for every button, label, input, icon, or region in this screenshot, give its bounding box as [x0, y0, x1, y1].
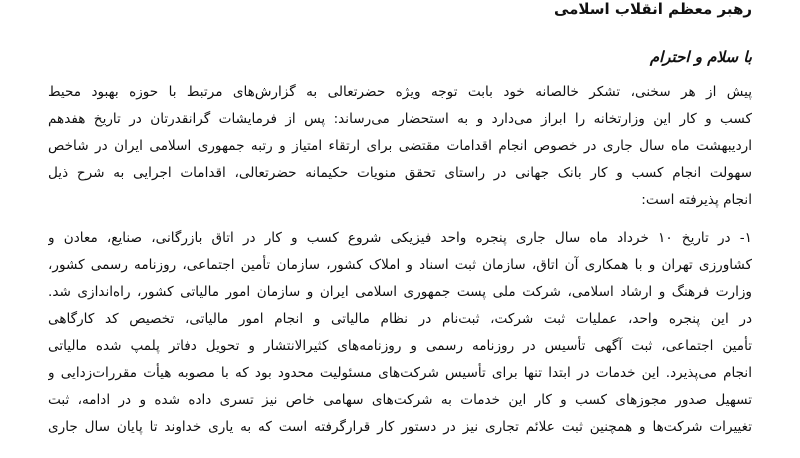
paragraph1-line: اردیبهشت ماه سال جاری در خصوص انجام اقدامات مقتضی برای ارتقاء امتیاز و رتبه جمهوری اسلامی ایران در شاخص: [48, 138, 752, 154]
paragraph2-line: تغییرات شرکت‌ها و همچنین ثبت علائم تجاری نیز در دستور کار قرارگرفته است که به یاری خداوند تا پایان سال جاری: [48, 419, 752, 435]
paragraph2-line: وزارت فرهنگ و ارشاد اسلامی، شرکت ملی پست جمهوری اسلامی ایران و سازمان امور مالیاتی کشور، راه‌اندازی شد.: [48, 284, 752, 300]
paragraph2-line: تأمین اجتماعی، ثبت آگهی تأسیس در روزنامه رسمی و روزنامه‌های کثیرالانتشار و تحویل دفاتر پلمپ شده مالیاتی: [48, 338, 752, 354]
paragraph1-line: کسب و کار این وزارتخانه را ابراز می‌دارد و به استحضار می‌رساند: پس از فرمایشات گرانقدرتان در تاریخ هفدهم: [48, 111, 752, 127]
salutation: با سلام و احترام: [649, 48, 752, 66]
paragraph2-line: ۱- در تاریخ ۱۰ خرداد ماه سال جاری پنجره واحد فیزیکی شروع کسب و کار در اتاق بازرگانی، صنایع، معادن و: [48, 230, 752, 246]
recipient-heading: رهبر معظم انقلاب اسلامی: [553, 0, 752, 18]
paragraph2-line: کشاورزی تهران و با همکاری آن اتاق، سازمان ثبت اسناد و املاک کشور، سازمان تأمین اجتماعی، روزنامه رسمی کشور،: [48, 257, 752, 273]
paragraph2-line: انجام می‌پذیرد. این خدمات در ابتدا تنها برای تأسیس شرکت‌های مسئولیت محدود بود که با مصوبه هیأت مقررات‌زدایی و: [48, 365, 752, 381]
paragraph1-line: سهولت انجام کسب و کار بانک جهانی در راستای تحقق منویات حکیمانه حضرتعالی، اقدامات اجرایی به شرح ذیل: [48, 165, 752, 181]
paragraph2-line: تسهیل صدور مجوزهای کسب و کار این خدمات به شرکت‌های سهامی خاص نیز تسری داده شده و در ادامه، ثبت: [48, 392, 752, 408]
paragraph1-line: انجام پذیرفته است:: [641, 192, 752, 208]
paragraph1-line: پیش از هر سخنی، تشکر خالصانه خود بابت توجه ویژه حضرتعالی به گزارش‌های مرتبط با حوزه بهبود محیط: [48, 84, 752, 100]
paragraph2-line: در این پنجره واحد، عملیات ثبت شرکت، ثبت‌نام در نظام مالیاتی و انجام امور مالیاتی، تخصیص کد کارگاهی: [48, 311, 752, 327]
